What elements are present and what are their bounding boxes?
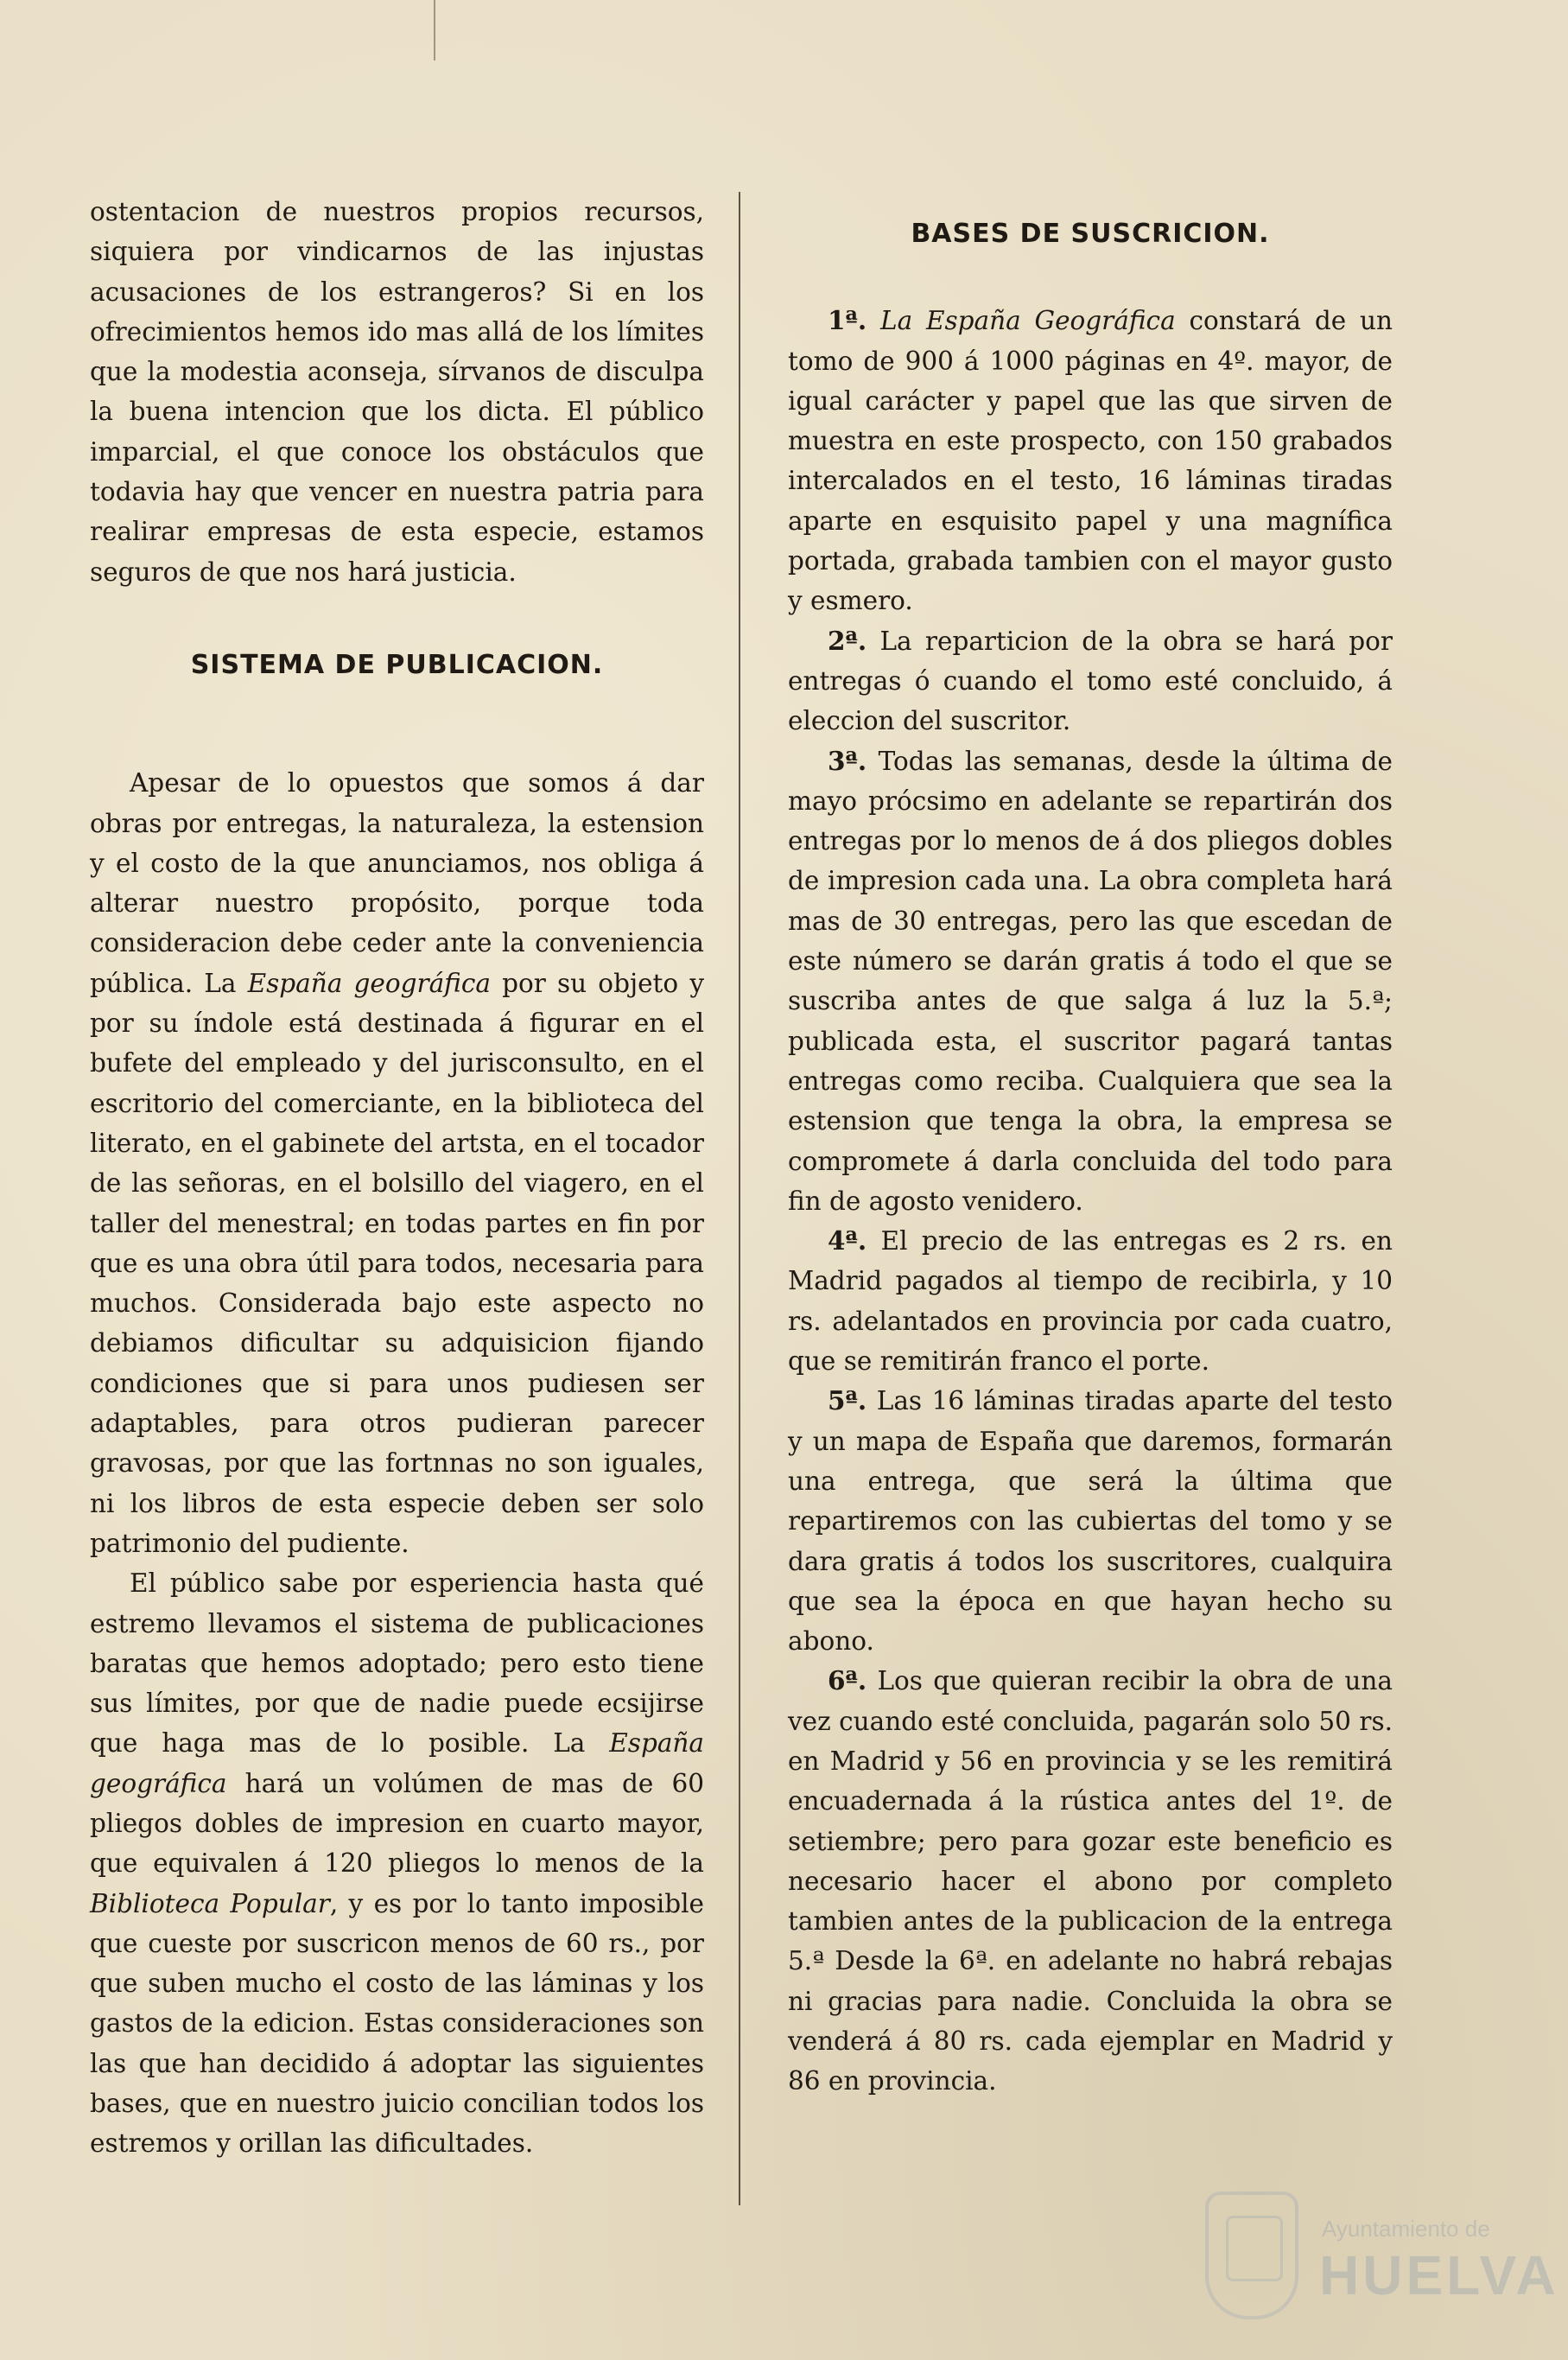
base-number-2: 2ª. — [828, 625, 867, 656]
paragraph-apesar-italic-title: España geográfica — [247, 968, 491, 998]
base-item-3 — [788, 741, 1393, 1222]
base-text-4: El precio de las entregas es 2 rs. en Madrid pagados al tiempo de recibirla, y 10 rs. adelantados en provincia por cada cuatro, que se remitirán franco el porte. — [788, 1226, 1393, 1377]
base-item-6 — [788, 1661, 1393, 2101]
paragraph-ostentacion: ostentacion de nuestros propios recursos, siquiera por vindicarnos de las injustas acusaciones de los estrangeros? Si en los ofrecimientos hemos ido mas allá de los límites que la modestia aconseja, sírvanos de disculpa la buena intencion que los dicta. El público imparcial, el que conoce los obstáculos que todavia hay que vencer en nuestra patria para realirar empresas de esta especie, estamos seguros de que nos hará justicia. — [90, 197, 704, 587]
right-column — [788, 192, 1393, 2102]
paragraph-el-publico-text-c: , y es por lo tanto imposible que cueste por suscricon menos de 60 rs., por que suben mucho el costo de las láminas y los gastos de la edicion. Estas consideraciones son las que han decidido á adoptar las siguientes bases, que en nuestro juicio concilian todos los estremos y orillan las dificultades. — [90, 1888, 704, 2159]
paragraph-apesar — [90, 763, 704, 1563]
base-text-3: Todas las semanas, desde la última de mayo prócsimo en adelante se repartirán dos entregas por lo menos de á dos pliegos dobles de impresion cada una. La obra completa hará mas de 30 entregas, pero las que escedan de este número se darán gratis á todo el que se suscriba antes de que salga á luz la 5.ª; publicada esta, el suscritor pagará tantas entregas como reciba. Cualquiera que sea la estension que tenga la obra, la empresa se compromete á darla concluida del todo para fin de agosto venidero. — [788, 746, 1393, 1216]
base-item-5 — [788, 1381, 1393, 1661]
base-number-6: 6ª. — [828, 1665, 867, 1696]
base-item-2 — [788, 621, 1393, 741]
watermark-line-1: Ayuntamiento de — [1322, 2216, 1490, 2242]
base-number-1: 1ª. — [828, 305, 867, 336]
heading-bases-suscricion: BASES DE SUSCRICION. — [911, 219, 1270, 249]
base-number-3: 3ª. — [828, 745, 867, 776]
library-watermark-seal — [1205, 2186, 1559, 2333]
watermark-line-2: HUELVA — [1319, 2244, 1559, 2306]
coat-of-arms-icon — [1205, 2191, 1298, 2319]
paragraph-el-publico — [90, 1563, 704, 2163]
base-number-5: 5ª. — [828, 1385, 867, 1416]
base-text-2: La reparticion de la obra se hará por entregas ó cuando el tomo esté concluido, á eleccion del suscritor. — [788, 626, 1393, 736]
left-column — [90, 192, 704, 2164]
base-text-5: Las 16 láminas tiradas aparte del testo y un mapa de España que daremos, formarán una entrega, que será la última que repartiremos con las cubiertas del tomo y se dara gratis á todos los suscritores, cualquira que sea la época en que hayan hecho su abono. — [788, 1386, 1393, 1657]
base-text-6: Los que quieran recibir la obra de una vez cuando esté concluida, pagarán solo 50 rs. en Madrid y 56 en provincia y se les remitirá encuadernada á la rústica antes del 1º. de setiembre; pero para gozar este beneficio es necesario hacer el abono por completo tambien antes de la publicacion de la entrega 5.ª Desde la 6ª. en adelante no habrá rebajas ni gracias para nadie. Concluida la obra se venderá á 80 rs. cada ejemplar en Madrid y 86 en provincia. — [788, 1666, 1393, 2096]
paragraph-el-publico-italic-title-2: Biblioteca Popular — [90, 1888, 330, 1918]
paragraph-apesar-text-a: Apesar de lo opuestos que somos á dar obras por entregas, la naturaleza, la estension y el costo de la que anunciamos, nos obliga á alterar nuestro propósito, porque toda consideracion debe ceder ante la conveniencia pública. La — [90, 768, 704, 998]
base-1-italic-title: La España Geográfica — [879, 306, 1176, 336]
page-crease-mark — [434, 0, 435, 60]
base-item-1 — [788, 301, 1393, 620]
paragraph-el-publico-text-b: hará un volúmen de mas de 60 pliegos dobles de impresion en cuarto mayor, que equivalen á 120 pliegos lo menos de la — [90, 1768, 704, 1879]
paragraph-el-publico-text-a: El público sabe por esperiencia hasta qué estremo llevamos el sistema de publicaciones baratas que hemos adoptado; pero esto tiene sus límites, por que de nadie puede ecsijirse que haga mas de lo posible. La — [90, 1568, 704, 1759]
base-text-1: constará de un tomo de 900 á 1000 páginas en 4º. mayor, de igual carácter y papel que las que sirven de muestra en este prospecto, con 150 grabados intercalados en el testo, 16 láminas tiradas aparte en esquisito papel y una magnífica portada, grabada tambien con el mayor gusto y esmero. — [788, 306, 1393, 616]
paragraph-el-publico-italic-title-1: España geográfica — [90, 1728, 704, 1798]
base-item-4 — [788, 1221, 1393, 1381]
paragraph-apesar-text-b: por su objeto y por su índole está destinada á figurar en el bufete del empleado y del jurisconsulto, en el escritorio del comerciante, en la biblioteca del literato, en el gabinete del artsta, en el tocador de las señoras, en el bolsillo del viagero, en el taller del menestral; en todas partes en fin por que es una obra útil para todos, necesaria para muchos. Considerada bajo este aspecto no debiamos dificultar su adquisicion fijando condiciones que si para unos pudiesen ser adaptables, para otros pudieran parecer gravosas, por que las fortnnas no son iguales, ni los libros de esta especie deben ser solo patrimonio del pudiente. — [90, 968, 704, 1558]
base-number-4: 4ª. — [828, 1225, 867, 1256]
column-divider — [739, 192, 740, 2205]
heading-sistema-publicacion: SISTEMA DE PUBLICACION. — [190, 649, 604, 680]
